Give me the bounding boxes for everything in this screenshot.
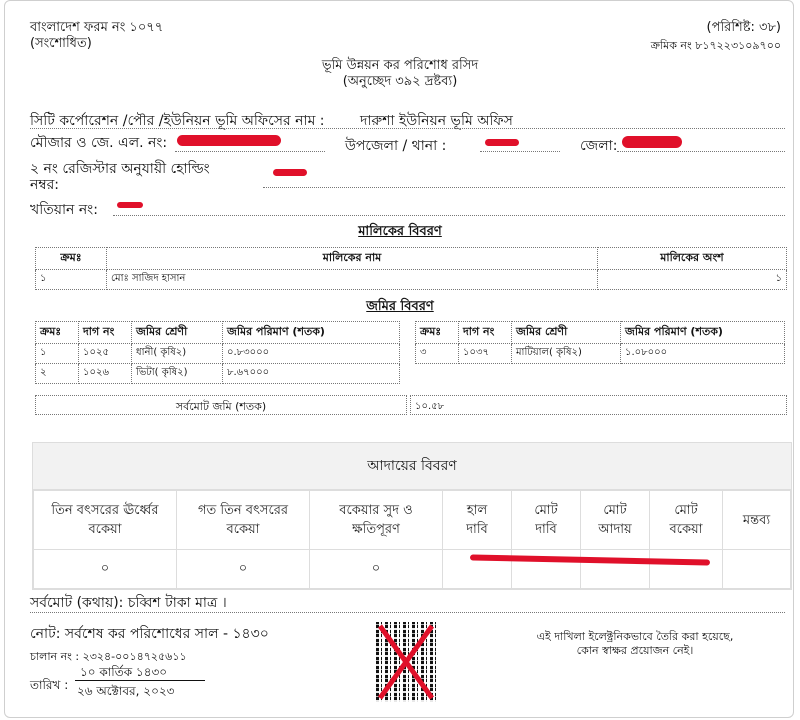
land-table-right-header <box>416 322 785 344</box>
table-row <box>36 344 400 364</box>
table-row <box>34 550 791 589</box>
total-in-words: সর্বমোট (কথায়): চব্বিশ টাকা মাত্র । <box>30 595 227 611</box>
receipt-page <box>4 0 794 718</box>
owner-col-serial: ক্রমঃ <box>36 248 107 270</box>
land-cell: ১ <box>36 344 79 364</box>
office-underline <box>30 128 785 129</box>
revised-label: (সংশোধিত) <box>30 36 92 51</box>
payment-col: মোট আদায় <box>581 491 650 550</box>
land-col-area: জমির পরিমাণ (শতক) <box>621 322 785 344</box>
electronic-note-line2: কোন স্বাক্ষর প্রয়োজন নেই। <box>576 644 694 657</box>
office-name: দারুশা ইউনিয়ন ভূমি অফিস <box>360 113 513 129</box>
land-table-left <box>35 321 400 384</box>
payment-value <box>581 550 650 589</box>
receipt-subtitle: (অনুচ্ছেদ ৩৯২ দ্রষ্টব্য) <box>342 74 458 89</box>
holding-redaction <box>273 169 307 176</box>
land-col-dag: দাগ নং <box>459 322 512 344</box>
appendix-label: (পরিশিষ্ট: ৩৮) <box>706 20 781 35</box>
table-row <box>36 270 787 290</box>
payment-value <box>650 550 723 589</box>
land-cell: ১.০৮০০০ <box>621 344 785 364</box>
land-cell: ধানী( কৃষি২) <box>132 344 223 364</box>
payment-col: গত তিন বৎসরের বকেয়া <box>177 491 310 550</box>
land-col-serial: ক্রমঃ <box>416 322 459 344</box>
office-label: সিটি কর্পোরেশন /পৌর /ইউনিয়ন ভূমি অফিসের নাম : <box>30 113 325 129</box>
payment-col: তিন বৎসরের ঊর্ধ্বের বকেয়া <box>34 491 177 550</box>
land-table-right <box>415 321 785 364</box>
qr-cross-icon <box>376 622 436 702</box>
khatian-redaction <box>117 202 143 208</box>
date-label: তারিখ : <box>30 678 69 692</box>
date-gregorian: ২৬ অক্টোবর, ২০২৩ <box>77 684 175 698</box>
last-payment-note: নোট: সর্বশেষ কর পরিশোধের সাল - ১৪৩০ <box>30 626 269 642</box>
land-cell: ১০৩৭ <box>459 344 512 364</box>
payment-table <box>33 490 791 589</box>
serial-number: ক্রমিক নং ৮১৭২২৩১০৯৭০০ <box>650 39 781 52</box>
payment-col-remarks: মন্তব্য <box>723 491 791 550</box>
owner-table-header <box>36 248 787 270</box>
mouza-underline <box>175 151 325 152</box>
owner-name: মোঃ সাজিদ হাসান <box>107 270 598 290</box>
khatian-label: খতিয়ান নং: <box>30 202 98 218</box>
land-col-area: জমির পরিমাণ (শতক) <box>223 322 400 344</box>
land-cell: ০.৮৩০০০ <box>223 344 400 364</box>
khatian-underline <box>113 215 785 216</box>
mouza-label: মৌজার ও জে. এল. নং: <box>30 135 168 151</box>
land-cell: ১০২৫ <box>79 344 132 364</box>
upazila-underline <box>480 151 560 152</box>
total-land-value-box <box>410 395 787 415</box>
payment-value: ০ <box>34 550 177 589</box>
holding-label-line2: নম্বর: <box>30 177 60 193</box>
owner-col-name: মালিকের নাম <box>107 248 598 270</box>
total-underline <box>30 612 785 613</box>
payment-value: ০ <box>310 550 443 589</box>
land-cell: ২ <box>36 364 79 384</box>
land-cell: ৮.৬৭০০০ <box>223 364 400 384</box>
holding-label-line1: ২ নং রেজিস্টার অনুযায়ী হোল্ডিং <box>30 161 210 177</box>
date-bangla: ১০ কার্তিক ১৪৩০ <box>80 665 168 679</box>
payment-col: বকেয়ার সুদ ও ক্ষতিপূরণ <box>310 491 443 550</box>
total-land-label-box <box>35 395 407 415</box>
owner-table <box>35 247 787 290</box>
land-col-dag: দাগ নং <box>79 322 132 344</box>
holding-underline <box>263 187 785 188</box>
total-land-label: সর্বমোট জমি (শতক) <box>175 400 267 413</box>
district-label: জেলা: <box>580 138 618 154</box>
receipt-title: ভূমি উন্নয়ন কর পরিশোধ রসিদ <box>321 58 479 73</box>
land-col-class: জমির শ্রেণী <box>512 322 621 344</box>
owner-share: ১ <box>598 270 787 290</box>
qr-code <box>376 622 436 702</box>
owner-section-title: মালিকের বিবরণ <box>358 224 442 239</box>
payment-col: মোট দাবি <box>512 491 581 550</box>
land-cell: ১০২৬ <box>79 364 132 384</box>
table-row <box>36 364 400 384</box>
district-underline <box>617 151 785 152</box>
land-cell: ভিটা( কৃষি২) <box>132 364 223 384</box>
payment-value: ০ <box>177 550 310 589</box>
upazila-redaction <box>485 139 519 146</box>
payment-header-row <box>34 491 791 550</box>
land-col-class: জমির শ্রেণী <box>132 322 223 344</box>
total-land-value: ১০.৫৮ <box>415 401 445 412</box>
form-number: বাংলাদেশ ফরম নং ১০৭৭ <box>30 20 164 35</box>
payment-value <box>723 550 791 589</box>
payment-section <box>32 442 792 590</box>
electronic-note-line1: এই দাখিলা ইলেক্ট্রনিকভাবে তৈরি করা হয়েছে, <box>536 630 734 643</box>
land-section-title: জমির বিবরণ <box>366 299 434 314</box>
payment-title: আদায়ের বিবরণ <box>33 443 791 490</box>
district-redaction <box>622 136 682 148</box>
land-cell: মাটিয়াল( কৃষি২) <box>512 344 621 364</box>
owner-col-share: মালিকের অংশ <box>598 248 787 270</box>
owner-serial: ১ <box>36 270 107 290</box>
mouza-redaction <box>177 135 281 146</box>
table-row <box>416 344 785 364</box>
date-fraction-bar <box>75 680 205 681</box>
payment-col: মোট বকেয়া <box>650 491 723 550</box>
land-cell: ৩ <box>416 344 459 364</box>
land-col-serial: ক্রমঃ <box>36 322 79 344</box>
land-table-left-header <box>36 322 400 344</box>
payment-col: হাল দাবি <box>443 491 512 550</box>
challan-number: চালান নং : ২৩২৪-০০১৪৭২৫৬১১ <box>30 650 187 663</box>
upazila-label: উপজেলা / থানা : <box>345 138 447 154</box>
